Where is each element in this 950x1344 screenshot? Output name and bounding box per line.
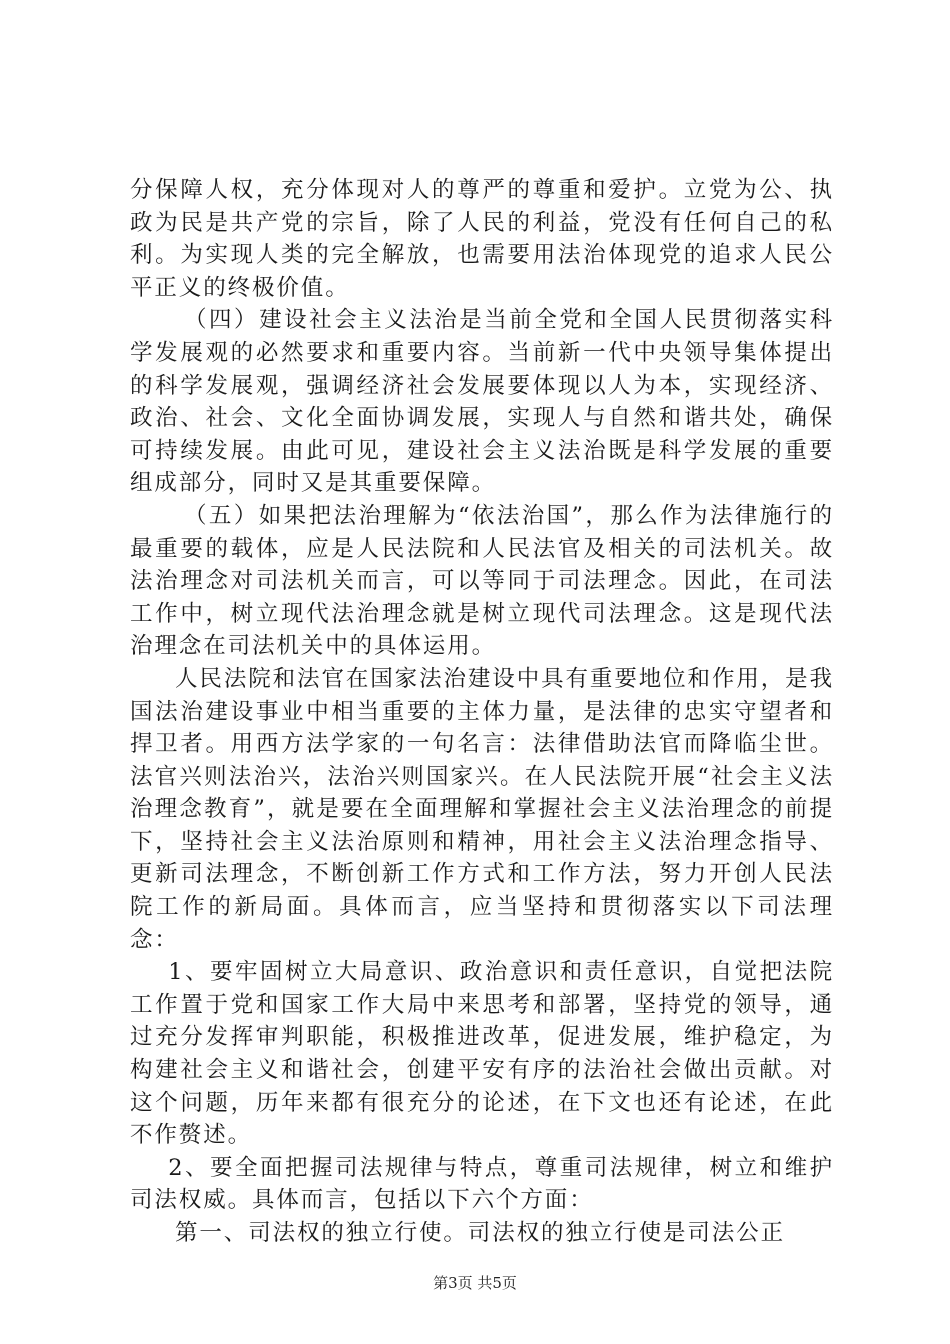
document-body xyxy=(130,174,834,1250)
paragraph: 1、要牢固树立大局意识、政治意识和责任意识，自觉把法院工作置于党和国家工作大局中来思考和部署，坚持党的领导，通过充分发挥审判职能，积极推进改革，促进发展，维护稳定，为构建社会主义和谐社会，创建平安有序的法治社会做出贡献。对这个问题，历年来都有很充分的论述，在下文也还有论述，在此不作赘述。 xyxy=(130,959,834,1149)
paragraph: 2、要全面把握司法规律与特点，尊重司法规律，树立和维护司法权威。具体而言，包括以下六个方面： xyxy=(130,1154,834,1214)
paragraph: 分保障人权，充分体现对人的尊严的尊重和爱护。立党为公、执政为民是共产党的宗旨，除了人民的利益，党没有任何自己的私利。为实现人类的完全解放，也需要用法治体现党的追求人民公平正义的终极价值。 xyxy=(130,177,834,301)
paragraph: 人民法院和法官在国家法治建设中具有重要地位和作用，是我国法治建设事业中相当重要的主体力量，是法律的忠实守望者和捍卫者。用西方法学家的一句名言：法律借助法官而降临尘世。法官兴则法治兴，法治兴则国家兴。在人民法院开展“社会主义法治理念教育”，就是要在全面理解和掌握社会主义法治理念的前提下，坚持社会主义法治原则和精神，用社会主义法治理念指导、更新司法理念，不断创新工作方式和工作方法，努力开创人民法院工作的新局面。具体而言，应当坚持和贯彻落实以下司法理念： xyxy=(130,665,834,953)
paragraph: （五）如果把法治理解为“依法治国”，那么作为法律施行的最重要的载体，应是人民法院和人民法官及相关的司法机关。故法治理念对司法机关而言，可以等同于司法理念。因此，在司法工作中，树立现代法治理念就是树立现代司法理念。这是现代法治理念在司法机关中的具体运用。 xyxy=(130,502,834,660)
page-footer: 第3页 共5页 xyxy=(433,1274,517,1292)
paragraph: （四）建设社会主义法治是当前全党和全国人民贯彻落实科学发展观的必然要求和重要内容。当前新一代中央领导集体提出的科学发展观，强调经济社会发展要体现以人为本，实现经济、政治、社会、文化全面协调发展，实现人与自然和谐共处，确保可持续发展。由此可见，建设社会主义法治既是科学发展的重要组成部分，同时又是其重要保障。 xyxy=(130,307,834,497)
paragraph: 第一、司法权的独立行使。司法权的独立行使是司法公正 xyxy=(175,1220,786,1246)
